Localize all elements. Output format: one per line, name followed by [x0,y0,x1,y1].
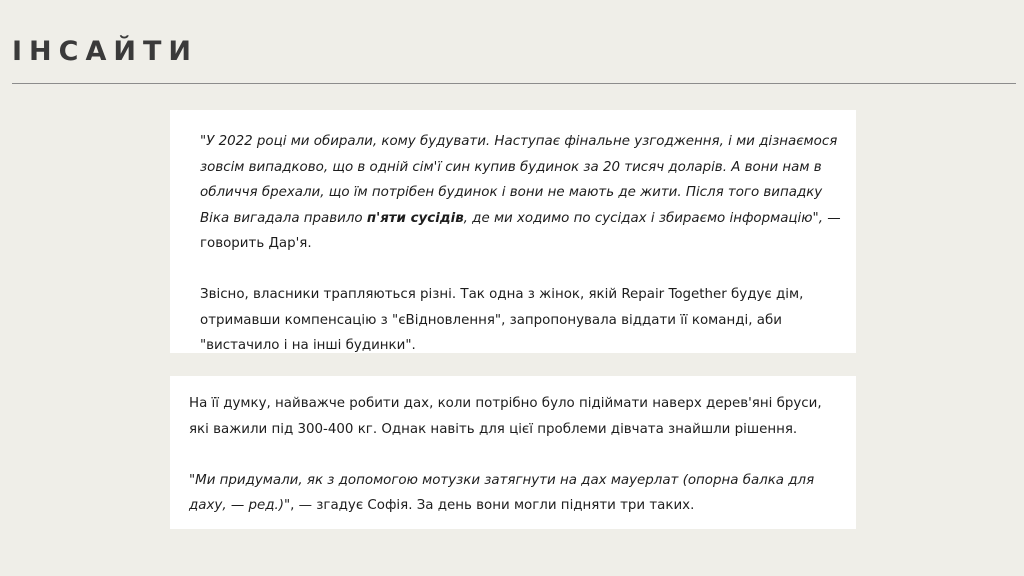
quote-text: Віка вигадала правило [200,210,367,226]
body-line: Звісно, власники трапляються різні. Так одна з жінок, якій Repair Together будує дім, [200,287,804,302]
quote-attribution: , — згадує Софія. За день вони могли підняти три таких. [290,498,695,513]
quote-text: даху, — ред.)" [189,498,291,513]
body-line: отримавши компенсацію з "єВідновлення", запропонувала віддати її команді, аби [200,312,782,328]
quote-card-second [170,376,856,529]
quote-attribution: говорить Дар'я. [200,236,312,251]
title-divider [12,83,1016,84]
quote-line [189,493,838,519]
body-line: які важили під 300-400 кг. Однак навіть для цієї проблеми дівчата знайшли рішення. [189,421,798,437]
body-paragraph [200,282,838,359]
quote-text: , де ми ходимо по сусідах і збираємо інформацію", — [463,210,841,226]
body-line: "вистачило і на інші будинки". [200,338,416,353]
page-title: ІНСАЙТИ [12,36,198,67]
body-paragraph [189,391,838,442]
quote-line: зовсім випадково, що в одній сім'ї син купив будинок за 20 тисяч доларів. А вони нам в [200,159,822,175]
quote-line: "Ми придумали, як з допомогою мотузки затягнути на дах мауерлат (опорна балка для [189,472,815,488]
quote-card-first [170,110,856,353]
body-line: На її думку, найважче робити дах, коли потрібно було підіймати наверх дерев'яні бруси, [189,396,822,411]
quote-line [200,206,841,232]
quote-emphasis: п'яти сусідів [366,210,464,226]
quote-line: "У 2022 році ми обирали, кому будувати. Наступає фінальне узгодження, і ми дізнаємося [200,134,838,149]
quote-paragraph [200,129,841,257]
quote-line: обличчя брехали, що їм потрібен будинок і вони не мають де жити. Після того випадку [200,185,823,200]
quote-paragraph [189,468,838,519]
